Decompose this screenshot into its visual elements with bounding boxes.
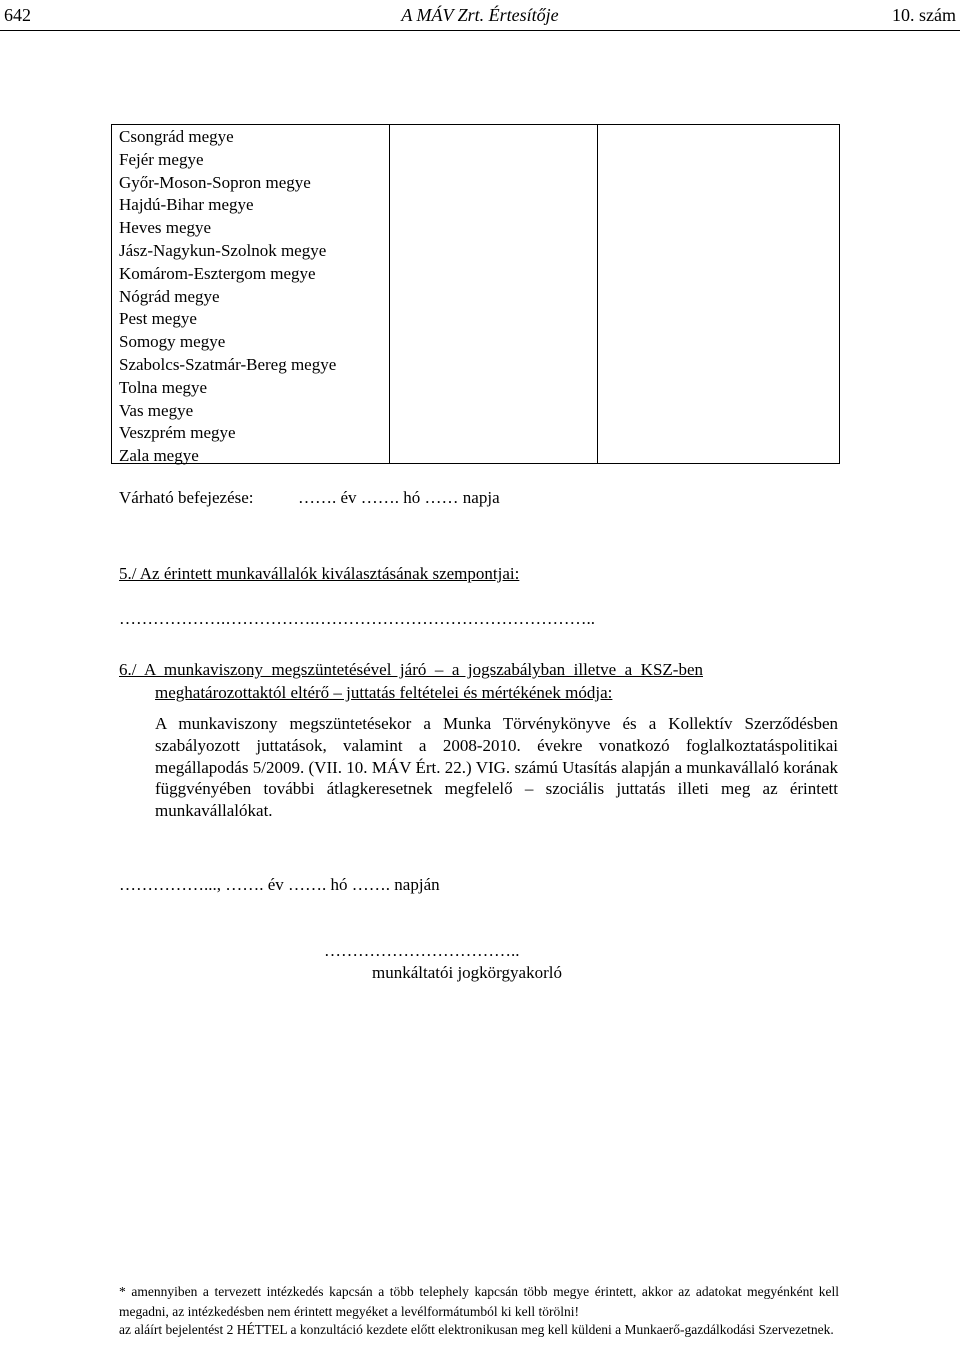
- section5-title-text: 5./ Az érintett munkavállalók kiválasztásának szempontjai:: [119, 564, 520, 583]
- signer-title: munkáltatói jogkörgyakorló: [372, 963, 562, 982]
- completion-label: Várható befejezése:: [119, 488, 254, 507]
- county-item: Zala megye: [119, 446, 199, 466]
- section5-dots: ……………….…………….…………………………………………..: [119, 609, 595, 628]
- section6-title-line1: 6./ A munkaviszony megszüntetésével járó – a jogszabályban illetve a KSZ-ben: [119, 660, 703, 679]
- county-item: Vas megye: [119, 400, 194, 420]
- issue-number: 10. szám: [892, 5, 956, 25]
- county-item: Somogy megye: [119, 332, 226, 352]
- county-item: Csongrád megye: [119, 127, 234, 146]
- county-item: Pest megye: [119, 309, 197, 329]
- county-list: [119, 126, 336, 468]
- county-item: Heves megye: [119, 218, 212, 238]
- county-item: Szabolcs-Szatmár-Bereg megye: [119, 354, 337, 374]
- county-item: Veszprém megye: [119, 423, 236, 443]
- county-item: Hajdú-Bihar megye: [119, 195, 254, 215]
- page-header: [0, 0, 960, 31]
- county-item: Tolna megye: [119, 377, 208, 397]
- section6-title-line2: meghatározottaktól eltérő – juttatás feltételei és mértékének módja:: [155, 683, 613, 702]
- signature-dots: ……………………………..: [324, 941, 520, 960]
- county-item: Jász-Nagykun-Szolnok megye: [119, 240, 327, 260]
- section5-title: [119, 564, 519, 584]
- footnote-2: az aláírt bejelentést 2 HÉTTEL a konzultáció kezdete előtt elektronikusan meg kell küldeni a Munkaerő-gazdálkodási Szervezetnek.: [119, 1322, 834, 1337]
- table-divider: [597, 125, 598, 463]
- county-table: [111, 124, 840, 464]
- county-item: Fejér megye: [119, 149, 204, 169]
- journal-title: A MÁV Zrt. Értesítője: [401, 5, 559, 25]
- page-number: 642: [4, 5, 31, 25]
- county-item: Komárom-Esztergom megye: [119, 263, 316, 283]
- signature-date-line: ……………..., ……. év ……. hó ……. napján: [119, 875, 440, 894]
- table-divider: [389, 125, 390, 463]
- county-item: Nógrád megye: [119, 286, 220, 306]
- section6-body: A munkaviszony megszüntetésekor a Munka Törvénykönyve és a Kollektív Szerződésben szabályozott juttatások, valamint a 2008-2010. évekre vonatkozó foglalkoztatáspolitikai megállapodás 5/2009. (VII. 10. MÁV Ért. 22.) VIG. számú Utasítás alapján a munkavállaló korának függvényében további átlagkeresetnek megfelelő – szociális juttatás illeti meg az érintett munkavállalókat.: [155, 714, 838, 821]
- completion-date-field: ……. év ……. hó …… napja: [298, 488, 500, 507]
- county-item: Győr-Moson-Sopron megye: [119, 172, 311, 192]
- footnote-1: * amennyiben a tervezett intézkedés kapcsán a több telephely kapcsán több megye érintett, akkor az adatokat megyénként kell megadni, az intézkedésben nem érintett megyéket a levélformátumból ki kell törölni!: [119, 1284, 839, 1319]
